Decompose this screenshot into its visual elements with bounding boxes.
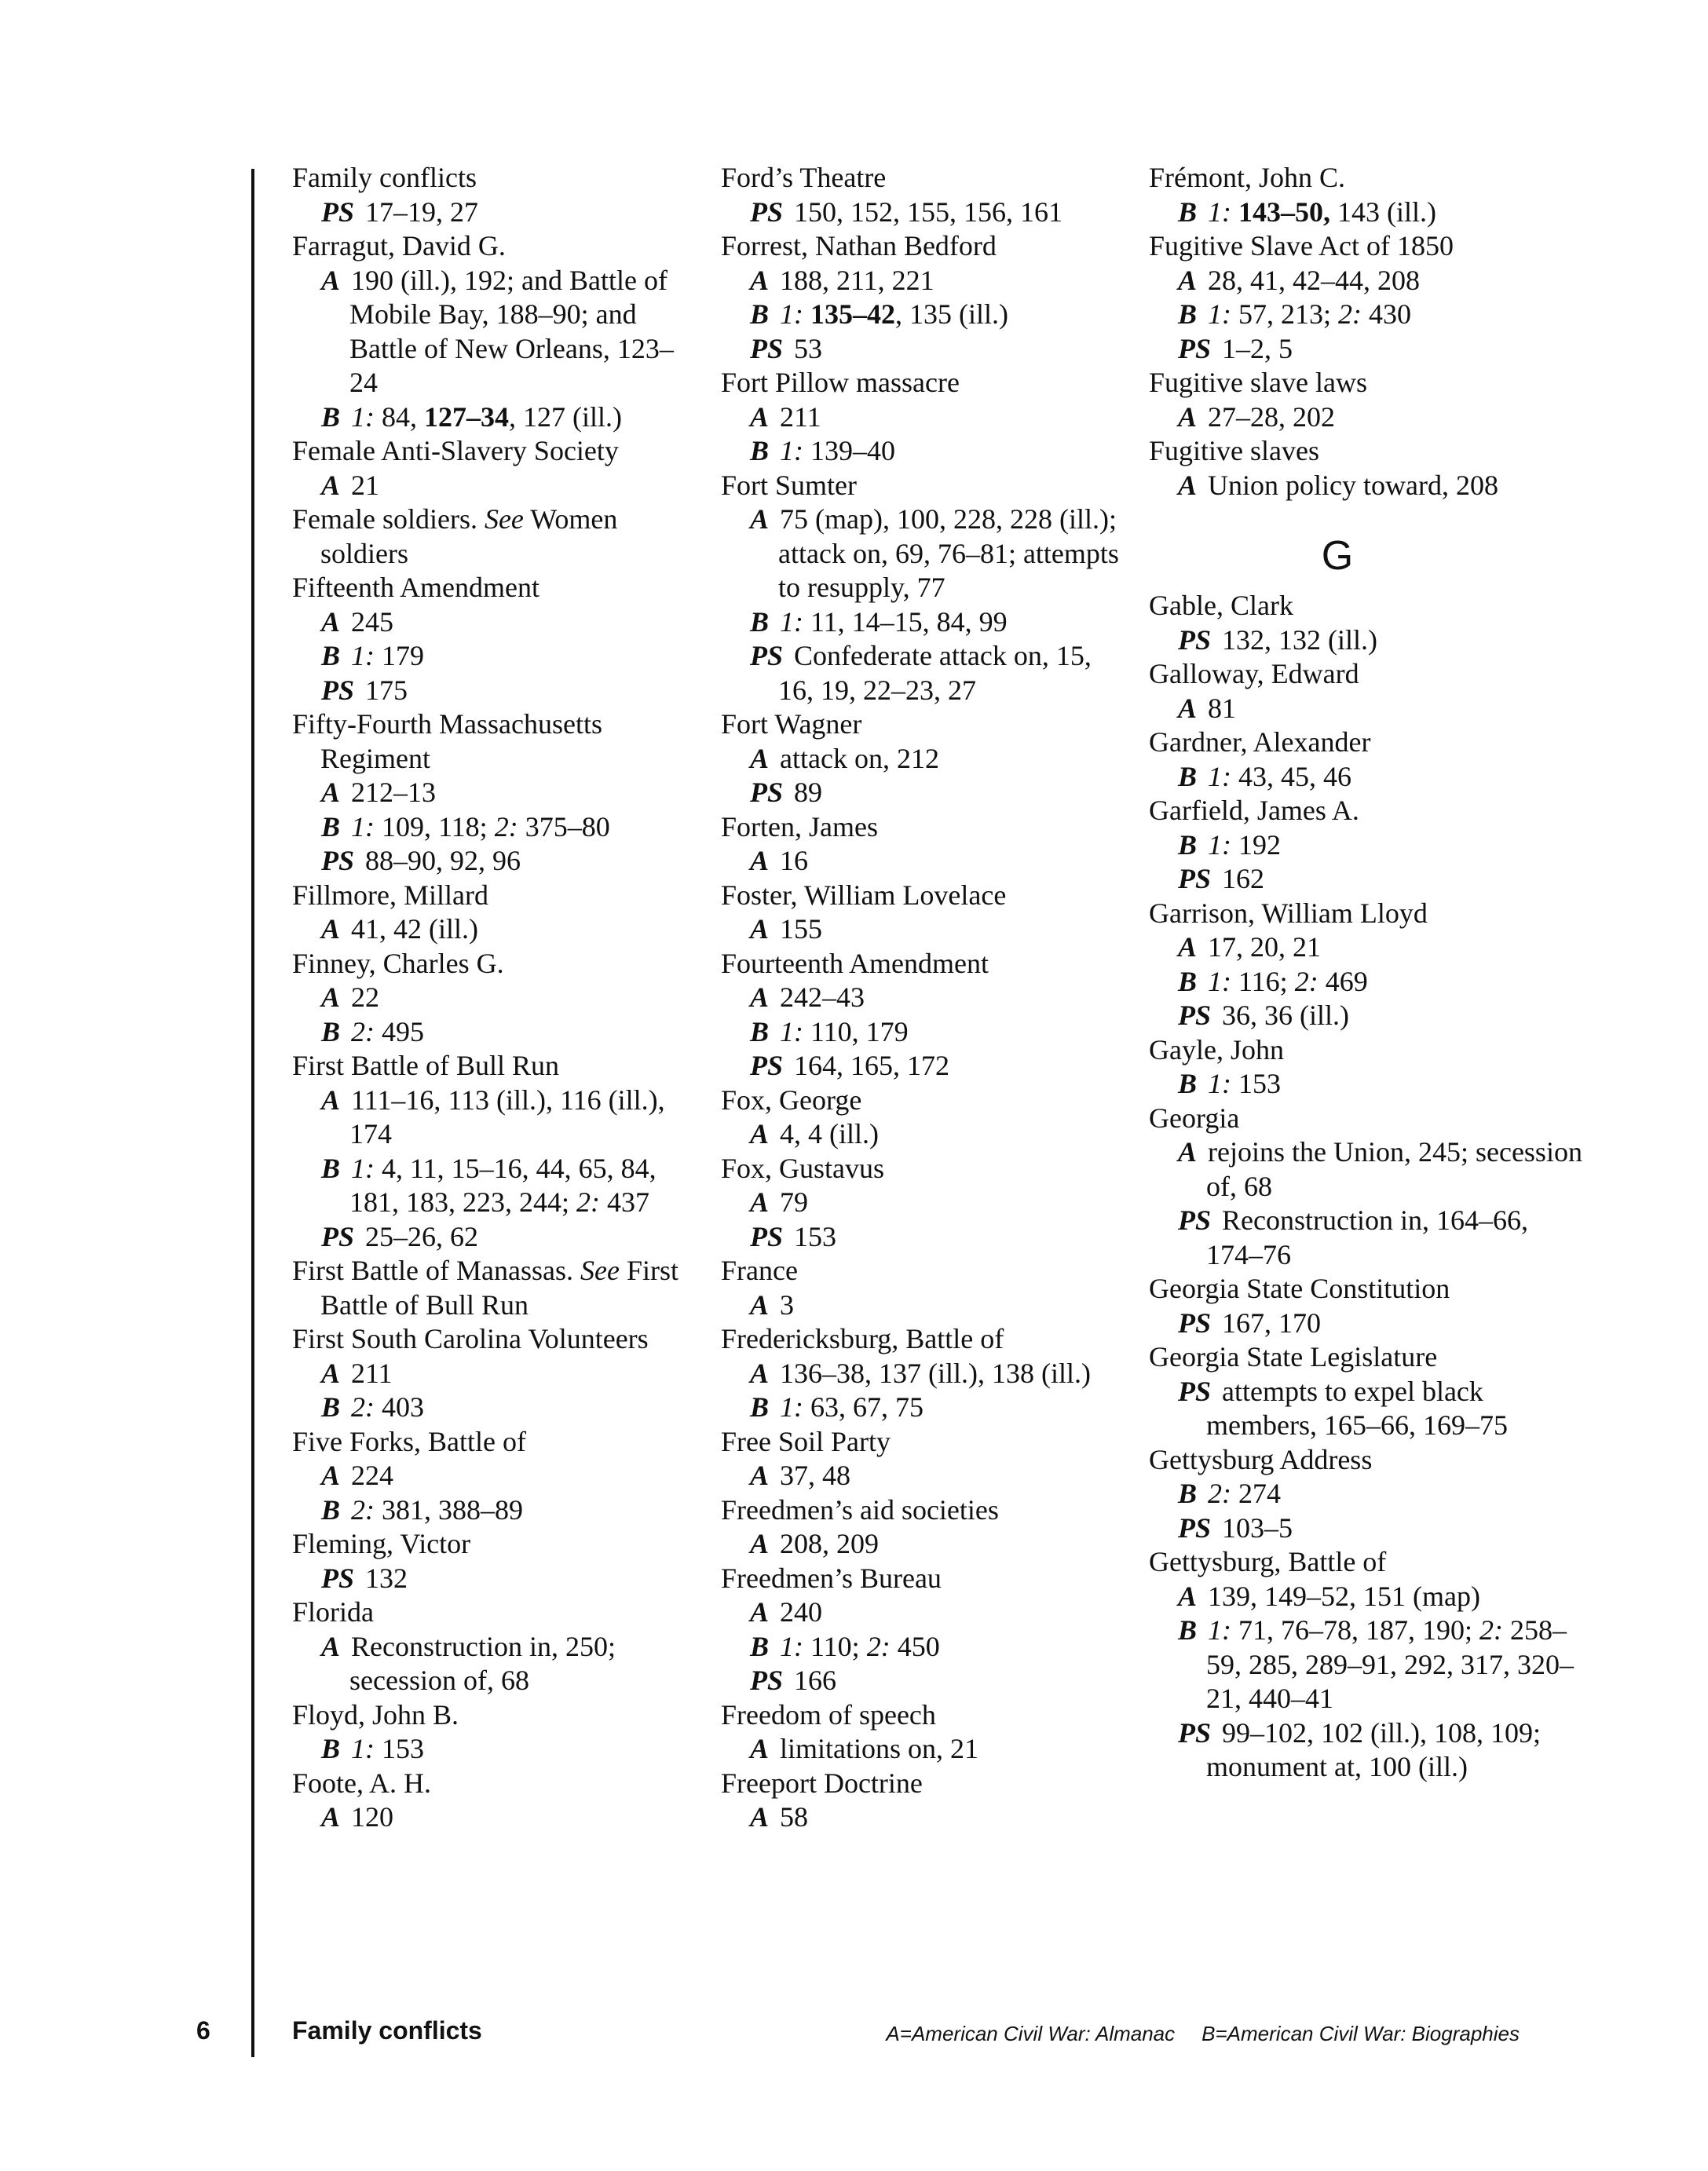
index-column-1: [292, 161, 700, 1835]
source-code: B: [750, 605, 770, 638]
index-subentry: B 1: 63, 67, 75: [750, 1391, 924, 1423]
index-subentry: B 1: 110, 179: [750, 1015, 909, 1047]
index-subentry: B 1: 192: [1178, 828, 1282, 861]
volume-number: 1:: [1208, 298, 1232, 330]
main-entry-pages: 143–50,: [1238, 196, 1331, 228]
index-heading: Freedmen’s Bureau: [721, 1562, 942, 1594]
index-heading: Fort Pillow massacre: [721, 367, 960, 398]
index-subentry: A 22: [321, 981, 380, 1013]
source-code: PS: [750, 332, 784, 364]
index-heading: Gayle, John: [1149, 1033, 1284, 1065]
source-code: A: [1178, 1136, 1198, 1168]
volume-number: 1:: [1208, 1068, 1232, 1099]
index-subentry: A 224: [321, 1460, 394, 1491]
source-code: B: [1178, 1614, 1198, 1646]
index-subentry: A 188, 211, 221: [750, 264, 934, 296]
index-subentry: A Reconstruction in, 250; secession of, 68: [321, 1630, 616, 1696]
source-code: B: [1178, 760, 1198, 792]
source-code: A: [321, 605, 341, 638]
index-subentry: A 211: [321, 1357, 393, 1389]
main-entry-pages: 135–42: [810, 298, 896, 330]
index-column-2: [721, 161, 1129, 1835]
source-code: A: [1178, 692, 1198, 724]
legend-biographies: B=American Civil War: Biographies: [1201, 2022, 1520, 2045]
index-subentry: A attack on, 212: [750, 742, 939, 774]
index-subentry: B 1: 57, 213; 2: 430: [1178, 298, 1412, 330]
source-code: B: [750, 1391, 770, 1423]
index-heading: Farragut, David G.: [292, 230, 506, 261]
source-code: A: [750, 742, 770, 774]
source-code: PS: [1178, 332, 1212, 364]
source-code: A: [1178, 931, 1198, 963]
index-subentry: PS 103–5: [1178, 1511, 1293, 1544]
running-head: Family conflicts: [292, 2016, 482, 2045]
index-heading: Forten, James: [721, 810, 878, 842]
volume-number: 1:: [351, 1733, 375, 1764]
source-code: B: [1178, 1068, 1198, 1099]
index-heading: Five Forks, Battle of: [292, 1425, 526, 1457]
index-subentry: A 208, 209: [750, 1528, 880, 1559]
index-heading: Gettysburg Address: [1149, 1443, 1373, 1475]
volume-number: 1:: [1208, 1614, 1232, 1646]
index-subentry: B 1: 71, 76–78, 187, 190; 2: 258–59, 285, 289–91, 292, 317, 320–21, 440–41: [1178, 1614, 1574, 1714]
index-subentry: PS 167, 170: [1178, 1307, 1322, 1339]
source-code: A: [750, 913, 770, 945]
source-code: B: [321, 1733, 341, 1764]
index-heading: Fort Wagner: [721, 708, 862, 740]
index-subentry: A 37, 48: [750, 1460, 851, 1491]
index-subentry: A 3: [750, 1288, 795, 1321]
source-code: B: [321, 1391, 341, 1423]
index-subentry: B 1: 139–40: [750, 435, 896, 466]
volume-number: 1:: [351, 1152, 375, 1184]
source-code: A: [1178, 400, 1198, 433]
index-heading: Female Anti-Slavery Society: [292, 435, 619, 466]
index-subentry: A 21: [321, 469, 380, 501]
source-code: PS: [750, 777, 784, 808]
source-code: A: [750, 503, 770, 535]
index-subentry: PS Reconstruction in, 164–66, 174–76: [1178, 1204, 1528, 1270]
source-code: PS: [750, 640, 784, 671]
source-code: B: [1178, 965, 1198, 997]
index-subentry: PS 17–19, 27: [321, 196, 479, 228]
volume-number: 1:: [351, 400, 375, 433]
index-heading: Female soldiers. See Women soldiers: [292, 503, 618, 569]
index-subentry: PS 132, 132 (ill.): [1178, 623, 1377, 656]
source-legend: [859, 2022, 1520, 2046]
source-code: B: [1178, 1478, 1198, 1509]
index-heading: Floyd, John B.: [292, 1698, 459, 1731]
index-subentry: B 1: 143–50, 143 (ill.): [1178, 196, 1436, 228]
index-heading: Family conflicts: [292, 162, 477, 193]
source-code: PS: [1178, 1204, 1212, 1236]
source-code: PS: [1178, 1000, 1212, 1031]
source-code: A: [1178, 1580, 1198, 1612]
index-subentry: PS 88–90, 92, 96: [321, 845, 521, 876]
index-heading: Frémont, John C.: [1149, 162, 1346, 193]
index-heading: Gardner, Alexander: [1149, 726, 1371, 758]
source-code: A: [750, 264, 770, 296]
source-code: PS: [750, 1665, 784, 1696]
index-subentry: PS 153: [750, 1220, 837, 1252]
index-heading: Gettysburg, Battle of: [1149, 1546, 1387, 1577]
index-subentry: A 58: [750, 1801, 809, 1833]
source-code: A: [750, 400, 770, 433]
index-heading: France: [721, 1255, 798, 1286]
index-subentry: A 212–13: [321, 777, 437, 808]
source-code: A: [321, 264, 341, 296]
see-reference: See: [580, 1255, 620, 1286]
source-code: A: [321, 1801, 341, 1833]
source-code: A: [321, 1460, 341, 1491]
index-heading: Free Soil Party: [721, 1425, 891, 1457]
main-entry-pages: 127–34: [424, 400, 510, 433]
index-subentry: PS attempts to expel black members, 165–66, 169–75: [1178, 1375, 1508, 1441]
source-code: A: [750, 1288, 770, 1321]
index-heading: Gable, Clark: [1149, 590, 1293, 621]
index-column-3: [1149, 161, 1589, 1785]
source-code: A: [750, 1186, 770, 1218]
source-code: A: [750, 1460, 770, 1491]
index-subentry: B 1: 11, 14–15, 84, 99: [750, 605, 1008, 638]
index-subentry: PS 162: [1178, 863, 1265, 894]
index-subentry: A 111–16, 113 (ill.), 116 (ill.), 174: [321, 1084, 665, 1149]
index-subentry: A 139, 149–52, 151 (map): [1178, 1580, 1480, 1612]
source-code: A: [750, 1733, 770, 1764]
index-subentry: B 1: 116; 2: 469: [1178, 965, 1368, 997]
index-heading: Finney, Charles G.: [292, 947, 504, 979]
index-subentry: A 136–38, 137 (ill.), 138 (ill.): [750, 1357, 1091, 1389]
volume-number: 1:: [1208, 196, 1232, 228]
index-heading: Ford’s Theatre: [721, 162, 887, 193]
volume-number: 1:: [1208, 760, 1232, 792]
volume-number: 2:: [494, 810, 518, 842]
source-code: A: [750, 1801, 770, 1833]
volume-number: 1:: [780, 1015, 804, 1047]
index-subentry: PS 53: [750, 332, 823, 364]
volume-number: 2:: [866, 1630, 891, 1662]
volume-number: 1:: [1208, 828, 1232, 861]
index-subentry: A 4, 4 (ill.): [750, 1118, 879, 1149]
source-code: A: [321, 981, 341, 1013]
section-letter: G: [1321, 533, 1354, 579]
source-code: PS: [750, 1050, 784, 1081]
source-code: A: [321, 469, 341, 501]
index-heading: Fugitive Slave Act of 1850: [1149, 230, 1454, 261]
index-heading: Fox, Gustavus: [721, 1152, 885, 1184]
source-code: PS: [1178, 863, 1212, 894]
index-heading: Fox, George: [721, 1084, 862, 1116]
volume-number: 2:: [1294, 965, 1318, 997]
volume-number: 1:: [780, 298, 804, 330]
index-subentry: PS 36, 36 (ill.): [1178, 1000, 1349, 1031]
source-code: A: [321, 913, 341, 945]
source-code: B: [321, 1015, 341, 1047]
volume-number: 2:: [351, 1391, 375, 1423]
source-code: B: [321, 810, 341, 842]
source-code: PS: [1178, 1375, 1212, 1407]
index-heading: Fleming, Victor: [292, 1528, 471, 1559]
index-subentry: A rejoins the Union, 245; secession of, 68: [1178, 1136, 1582, 1202]
index-heading: Florida: [292, 1596, 374, 1628]
source-code: A: [750, 1528, 770, 1559]
index-subentry: PS 175: [321, 674, 408, 706]
source-code: B: [1178, 196, 1198, 228]
source-code: B: [321, 640, 341, 671]
index-subentry: A 211: [750, 400, 821, 433]
volume-number: 1:: [780, 605, 804, 638]
margin-rule: [251, 169, 254, 2057]
index-subentry: A 240: [750, 1596, 823, 1628]
index-subentry: A 245: [321, 605, 394, 638]
source-code: A: [1178, 469, 1198, 501]
source-code: A: [750, 981, 770, 1013]
volume-number: 1:: [351, 640, 375, 671]
index-heading: Galloway, Edward: [1149, 658, 1359, 689]
source-code: B: [1178, 298, 1198, 330]
source-code: A: [750, 1118, 770, 1149]
source-code: PS: [321, 674, 355, 706]
index-subentry: A 81: [1178, 692, 1237, 724]
index-subentry: A 155: [750, 913, 823, 945]
volume-number: 1:: [780, 1630, 804, 1662]
source-code: A: [750, 1596, 770, 1628]
index-heading: First South Carolina Volunteers: [292, 1323, 649, 1354]
see-reference: See: [484, 503, 524, 535]
index-subentry: PS 89: [750, 777, 823, 808]
source-code: B: [750, 1015, 770, 1047]
index-heading: Garfield, James A.: [1149, 795, 1359, 826]
index-heading: Freeport Doctrine: [721, 1767, 923, 1799]
index-subentry: B 1: 84, 127–34, 127 (ill.): [321, 400, 622, 433]
index-subentry: A 27–28, 202: [1178, 400, 1336, 433]
source-code: A: [321, 777, 341, 808]
source-code: B: [750, 298, 770, 330]
index-subentry: B 2: 381, 388–89: [321, 1493, 524, 1526]
index-heading: Garrison, William Lloyd: [1149, 897, 1428, 929]
page-number: 6: [196, 2016, 210, 2045]
index-subentry: A 190 (ill.), 192; and Battle of Mobile Bay, 188–90; and Battle of New Orleans, 123–24: [321, 264, 674, 398]
index-heading: Fifteenth Amendment: [292, 572, 539, 603]
index-subentry: B 2: 495: [321, 1015, 425, 1047]
index-heading: Georgia State Legislature: [1149, 1341, 1438, 1372]
index-subentry: B 2: 403: [321, 1391, 425, 1423]
index-subentry: PS 25–26, 62: [321, 1220, 479, 1252]
index-subentry: B 1: 43, 45, 46: [1178, 760, 1352, 792]
volume-number: 2:: [1338, 298, 1362, 330]
index-subentry: B 1: 110; 2: 450: [750, 1630, 940, 1662]
index-heading: Foote, A. H.: [292, 1767, 432, 1799]
volume-number: 2:: [1208, 1478, 1232, 1509]
source-code: PS: [1178, 623, 1212, 656]
index-heading: Fourteenth Amendment: [721, 947, 989, 979]
index-heading: Foster, William Lovelace: [721, 879, 1007, 911]
source-code: PS: [750, 1220, 784, 1252]
index-subentry: A 75 (map), 100, 228, 228 (ill.); attack on, 69, 76–81; attempts to resupply, 77: [750, 503, 1119, 603]
index-subentry: PS 99–102, 102 (ill.), 108, 109; monument at, 100 (ill.): [1178, 1716, 1541, 1782]
index-heading: Freedom of speech: [721, 1698, 936, 1731]
source-code: A: [321, 1357, 341, 1389]
source-code: PS: [321, 845, 355, 876]
index-subentry: A 28, 41, 42–44, 208: [1178, 264, 1421, 296]
volume-number: 2:: [576, 1186, 601, 1218]
index-subentry: PS 1–2, 5: [1178, 332, 1293, 364]
index-subentry: B 1: 135–42, 135 (ill.): [750, 298, 1008, 330]
volume-number: 1:: [780, 435, 804, 466]
index-subentry: A 41, 42 (ill.): [321, 913, 478, 945]
index-subentry: B 1: 153: [321, 1733, 425, 1764]
volume-number: 2:: [351, 1493, 375, 1526]
index-subentry: A 17, 20, 21: [1178, 931, 1322, 963]
index-subentry: A 16: [750, 845, 809, 876]
index-subentry: B 2: 274: [1178, 1478, 1282, 1509]
source-code: PS: [1178, 1307, 1212, 1339]
source-code: B: [750, 1630, 770, 1662]
index-subentry: PS Confederate attack on, 15, 16, 19, 22–23, 27: [750, 640, 1092, 706]
source-code: PS: [1178, 1716, 1212, 1749]
source-code: A: [750, 845, 770, 876]
index-heading: Fredericksburg, Battle of: [721, 1323, 1004, 1354]
index-subentry: B 1: 179: [321, 640, 425, 671]
index-heading: Georgia State Constitution: [1149, 1273, 1450, 1304]
source-code: PS: [321, 1220, 355, 1252]
source-code: A: [321, 1084, 341, 1116]
volume-number: 1:: [351, 810, 375, 842]
source-code: B: [750, 435, 770, 466]
index-heading: Fillmore, Millard: [292, 879, 488, 911]
volume-number: 1:: [1208, 965, 1232, 997]
index-heading: Fugitive slaves: [1149, 435, 1319, 466]
source-code: PS: [321, 196, 355, 228]
index-subentry: A Union policy toward, 208: [1178, 469, 1498, 501]
volume-number: 1:: [780, 1391, 804, 1423]
index-heading: Georgia: [1149, 1102, 1240, 1134]
index-subentry: A 79: [750, 1186, 809, 1218]
source-code: B: [321, 400, 341, 433]
index-heading: First Battle of Manassas. See First Battle of Bull Run: [292, 1255, 678, 1321]
index-subentry: A limitations on, 21: [750, 1733, 979, 1764]
index-heading: First Battle of Bull Run: [292, 1050, 560, 1081]
source-code: B: [1178, 828, 1198, 861]
index-subentry: PS 132: [321, 1562, 408, 1594]
index-heading: Fugitive slave laws: [1149, 367, 1367, 398]
source-code: A: [1178, 264, 1198, 296]
index-heading: Fifty-Fourth Massachusetts Regiment: [292, 708, 602, 774]
volume-number: 2:: [1479, 1614, 1504, 1646]
index-heading: Fort Sumter: [721, 469, 858, 501]
source-code: B: [321, 1493, 341, 1526]
index-heading: Freedmen’s aid societies: [721, 1493, 999, 1526]
index-subentry: B 1: 4, 11, 15–16, 44, 65, 84, 181, 183, 223, 244; 2: 437: [321, 1152, 657, 1218]
index-subentry: B 1: 109, 118; 2: 375–80: [321, 810, 610, 842]
volume-number: 2:: [351, 1015, 375, 1047]
source-code: PS: [321, 1562, 355, 1594]
source-code: A: [321, 1630, 341, 1662]
source-code: A: [750, 1357, 770, 1389]
source-code: PS: [750, 196, 784, 228]
index-subentry: A 120: [321, 1801, 394, 1833]
source-code: B: [321, 1152, 341, 1184]
source-code: PS: [1178, 1511, 1212, 1544]
index-subentry: B 1: 153: [1178, 1068, 1282, 1099]
index-subentry: PS 150, 152, 155, 156, 161: [750, 196, 1063, 228]
legend-almanac: A=American Civil War: Almanac: [886, 2022, 1176, 2045]
index-subentry: PS 164, 165, 172: [750, 1050, 950, 1081]
index-subentry: PS 166: [750, 1665, 837, 1696]
index-subentry: A 242–43: [750, 981, 865, 1013]
index-heading: Forrest, Nathan Bedford: [721, 230, 997, 261]
